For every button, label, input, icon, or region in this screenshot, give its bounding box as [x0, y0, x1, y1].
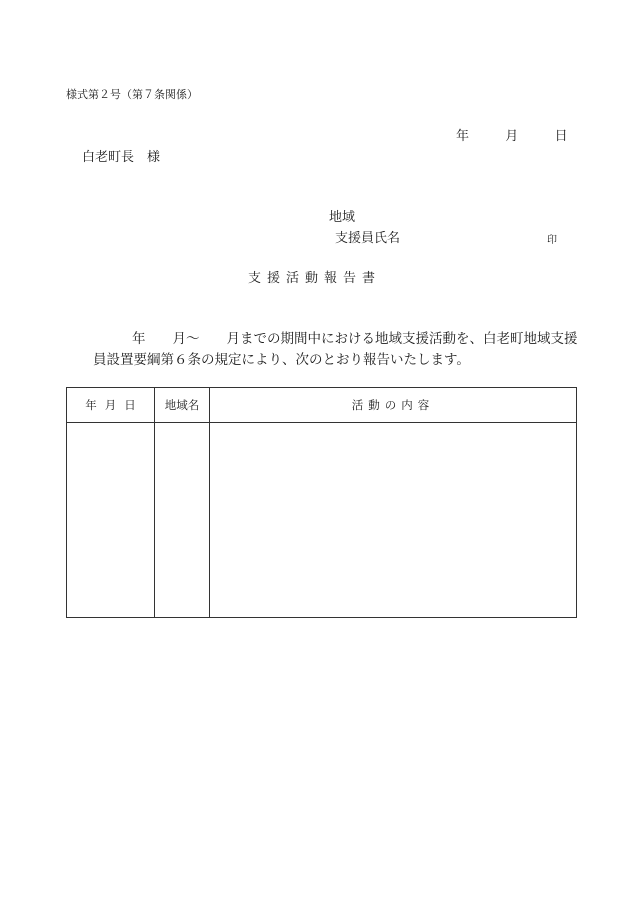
report-table [66, 387, 577, 618]
seal-mark: 印 [547, 235, 557, 246]
body-text-line-1: 年 月～ 月までの期間中における地域支援活動を、白老町地域支援 [132, 331, 578, 347]
document-title: 支援活動報告書 [248, 271, 382, 286]
applicant-name-label: 支援員氏名 [335, 231, 401, 246]
header-content: 活動の内容 [210, 388, 577, 423]
cell-region[interactable] [155, 423, 210, 618]
header-region: 地域名 [155, 388, 210, 423]
region-label: 地域 [329, 210, 356, 225]
cell-content[interactable] [210, 423, 577, 618]
date-month: 月 [505, 129, 519, 144]
body-text-line-2: 員設置要綱第６条の規定により、次のとおり報告いたします。 [93, 352, 470, 368]
table-header-row [67, 388, 577, 423]
table-row [67, 423, 577, 618]
form-number: 様式第２号（第７条関係） [66, 88, 198, 101]
addressee: 白老町長 様 [82, 150, 161, 165]
date-line [456, 125, 568, 144]
cell-date[interactable] [67, 423, 155, 618]
header-date: 年月日 [67, 388, 155, 423]
date-day: 日 [554, 129, 568, 144]
date-year: 年 [456, 129, 470, 144]
